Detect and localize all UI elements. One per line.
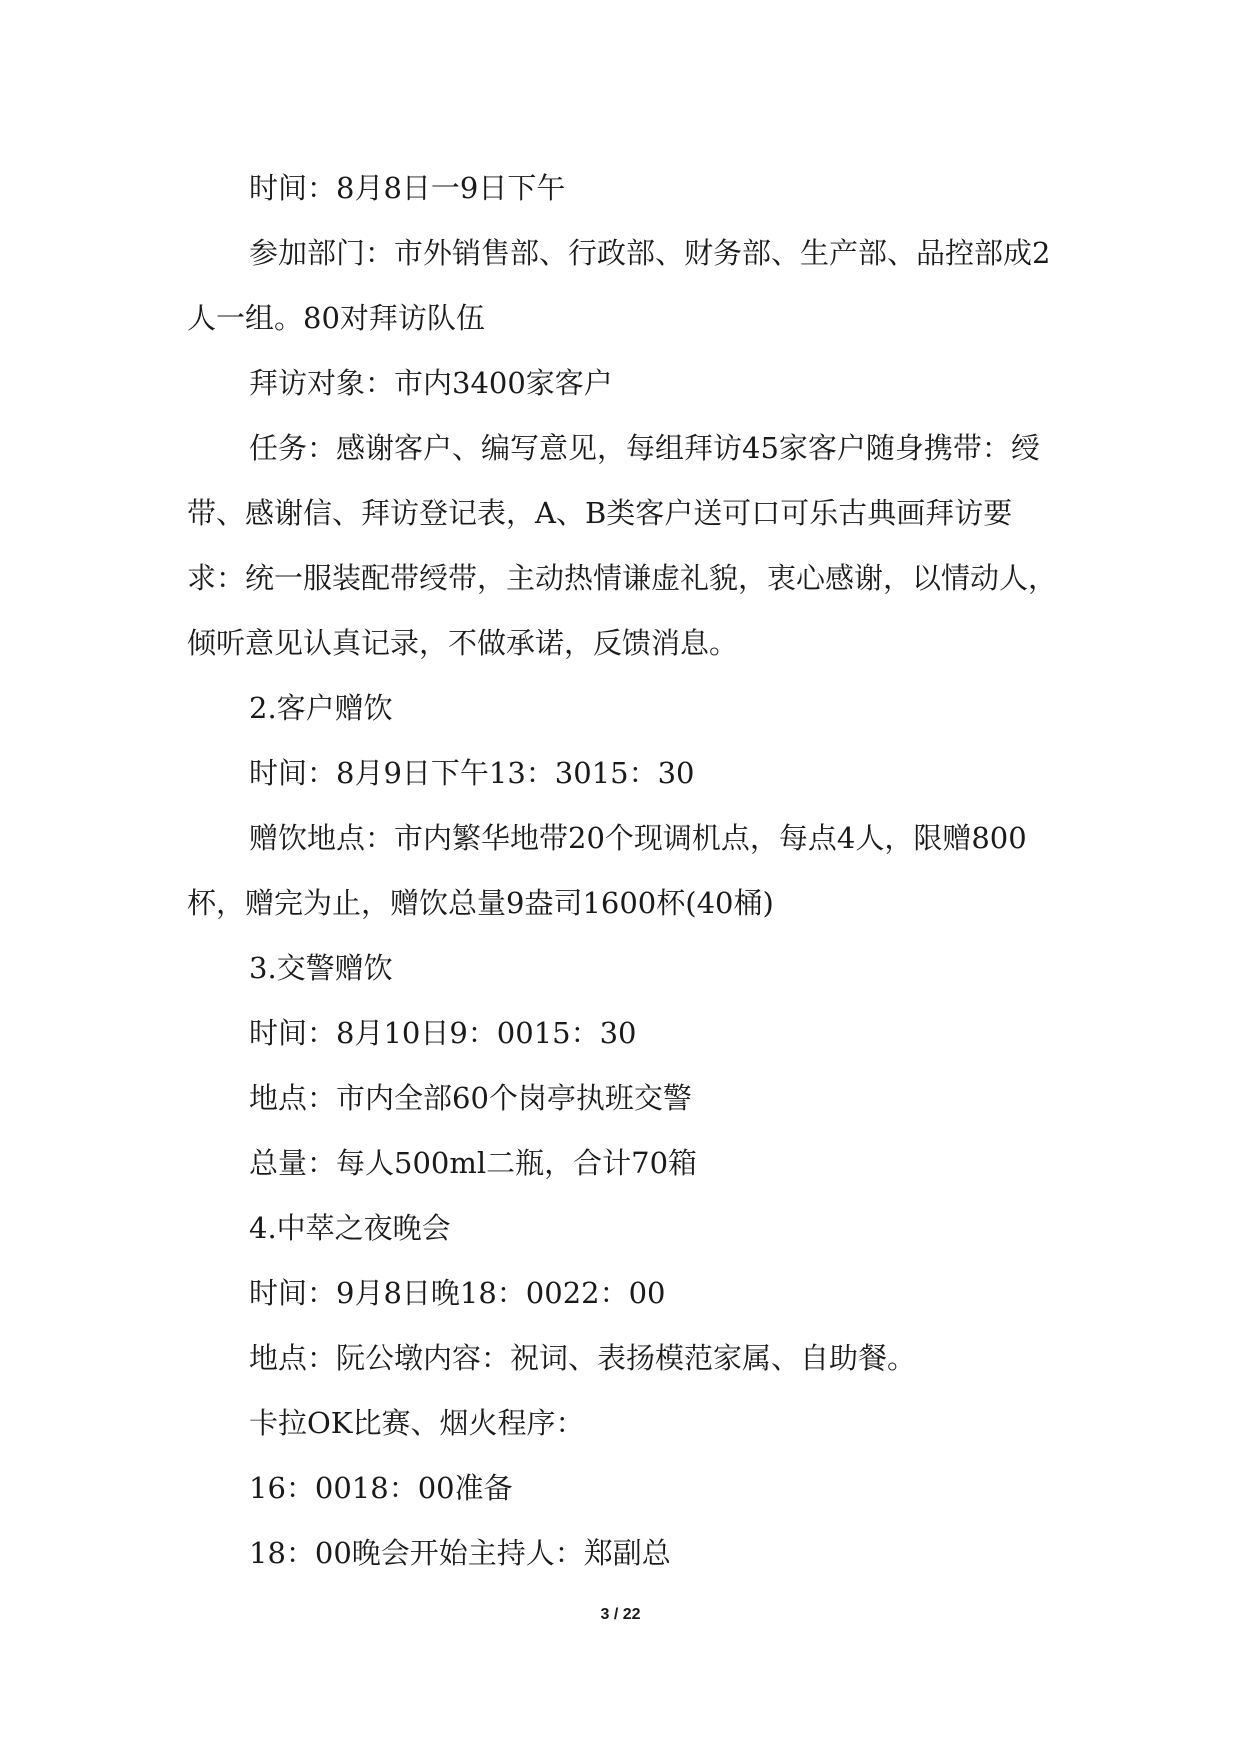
paragraph-drink-locations: 赠饮地点：市内繁华地带20个现调机点，每点4人，限赠800杯，赠完为止，赠饮总量9盎司1600杯(40桶) (187, 821, 1027, 920)
paragraph-location-party: 地点：阮公墩内容：祝词、表扬模范家属、自助餐。 (249, 1341, 917, 1375)
paragraph-tasks: 任务：感谢客户、编写意见，每组拜访45家客户随身携带：绶带、感谢信、拜访登记表，A、B类客户送可口可乐古典画拜访要求：统一服装配带绶带，主动热情谦虚礼貌，衷心感谢，以情动人，倾听意见认真记录，不做承诺，反馈消息。 (187, 431, 1058, 660)
heading-traffic-police-drinks: 3.交警赠饮 (249, 951, 393, 985)
paragraph-departments: 参加部门：市外销售部、行政部、财务部、生产部、品控部成2人一组。80对拜访队伍 (187, 236, 1051, 335)
paragraph-karaoke-program: 卡拉OK比赛、烟火程序： (249, 1406, 585, 1440)
document-body (187, 156, 1057, 1586)
paragraph-time-visit: 时间：8月8日一9日下午 (249, 171, 566, 205)
paragraph-schedule-prepare: 16：0018：00准备 (249, 1471, 513, 1505)
paragraph-total-amount: 总量：每人500ml二瓶，合计70箱 (249, 1146, 698, 1180)
heading-customer-drinks: 2.客户赠饮 (249, 691, 393, 725)
paragraph-time-traffic-police: 时间：8月10日9：0015：30 (249, 1016, 637, 1050)
paragraph-visit-targets: 拜访对象：市内3400家客户 (249, 366, 613, 400)
paragraph-time-party: 时间：9月8日晚18：0022：00 (249, 1276, 666, 1310)
paragraph-time-customer-drinks: 时间：8月9日下午13：3015：30 (249, 756, 695, 790)
paragraph-schedule-start: 18：00晚会开始主持人：郑副总 (249, 1536, 671, 1570)
heading-evening-party: 4.中萃之夜晚会 (249, 1211, 451, 1245)
paragraph-location-traffic-police: 地点：市内全部60个岗亭执班交警 (249, 1081, 692, 1115)
page-number: 3 / 22 (600, 1606, 641, 1623)
